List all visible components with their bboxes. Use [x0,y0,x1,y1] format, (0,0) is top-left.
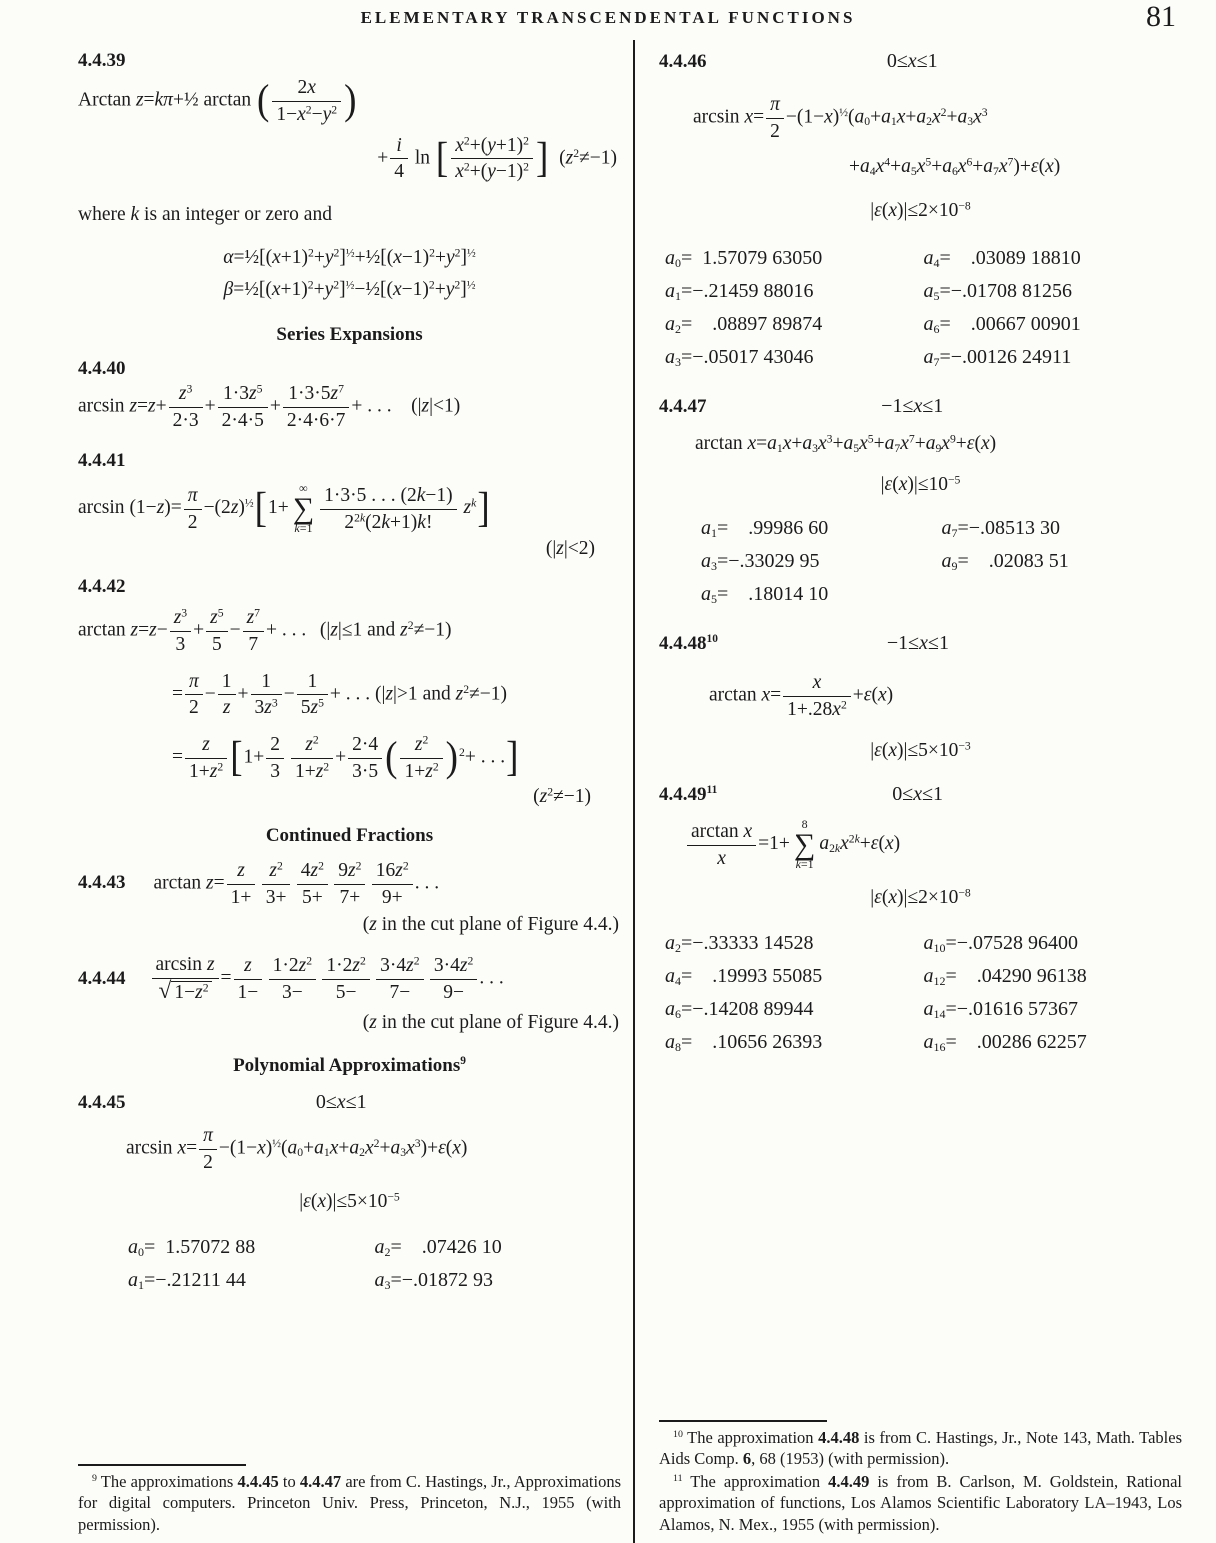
error-bound-4446: $|\varepsilon(x)|\le 2\times 10^{-8}$ [870,199,971,222]
left-column [0,40,633,1543]
coefficients-4449 [659,922,1182,1064]
formula-4449: $\frac{\text{arctan x}}{x}$ =1+ 8 ∑ k=1 $a_{2k}x^{2k}+\varepsilon(x)$ [659,818,1182,871]
coefficient-row: $a_{10}=$ −.07528 96400 [923,931,1079,955]
formula-4446-line1: arcsin x= $\frac{\pi}{2}$ $-(1-x)^{\frac{1}{2}}(a_0+a_1x+a_2x^2+a_3x^3$ [693,94,988,142]
page-number: 81 [1146,0,1176,33]
coefficient-column [665,237,924,379]
formula-4441: arcsin (1−z)= $\frac{\pi}{2}$ $-(2z)^{\frac{1}{2}}[1+$ ∞ ∑ k=1 $\frac{1\cdot 3\cdot 5 . . . (2k-1)}{2^{2k}(2k+1)k!}$ $z^k$] [78,481,490,536]
coefficient-row: $a_{12}=$ .04290 96138 [923,964,1087,988]
formula-4445: arcsin x= $\frac{\pi}{2}$ $-(1-x)^{\frac{1}{2}}(a_0+a_1x+a_2x^2+a_3x^3)+\varepsilon(x)$ [126,1125,468,1174]
coefficient-row: $a_8=$ .10656 26393 [665,1030,823,1054]
range-4445: 0≤x≤1 [315,1091,367,1114]
section-label-4442: 4.4.42 [78,575,126,597]
section-label-4439: 4.4.39 [78,50,126,71]
formula-4447: $\arctan x=a_1x+a_3x^3+a_5x^5+a_7x^7+a_9x^9+\varepsilon(x)$ [695,432,997,456]
coefficient-row: $a_1=$ −.21459 88016 [665,280,814,304]
section-label-4441: 4.4.41 [78,450,126,472]
section-4444-row [78,953,621,1005]
formula-4448: arctan x= $\frac{x}{1+.28x^2}$ +ε(x) [709,672,894,720]
error-bound-4449: $|\varepsilon(x)|\le 2\times 10^{-8}$ [870,886,971,908]
formula-4439-line1: Arctan z=kπ+½ arctan ( $\frac{2x}{1-x^2-y^2}$ ) [78,77,357,125]
coefficient-column [942,507,1183,616]
section-4447-row [659,395,1182,418]
range-4448: −1≤x≤1 [886,632,950,655]
error-bound-4447: $|\varepsilon(x)|\le 10^{-5}$ [880,473,961,495]
footnote-rule [659,1420,827,1422]
coefficient-row: $a_2=$ .07426 10 [374,1236,502,1260]
right-column [633,40,1216,1543]
formula-4444: arcsin z √ $1-z^2$ = $\frac{z}{1-}$ $\frac{1\cdot 2z^2}{3-}$ $\frac{1\cdot 2z^2}{5-}$ $\frac{3\cdot 4z^2}{7-}$ $\frac{3\cdot 4z^2}{9-}$ . . . [150,953,504,1005]
two-column-layout [0,40,1216,1543]
heading-continued-fractions [78,825,621,847]
coefficient-row: $a_6=$ .00667 00901 [923,313,1081,337]
coefficient-row: $a_0=$ 1.57072 88 [128,1236,256,1260]
section-label-4444: 4.4.44 [78,967,126,989]
coefficient-row: $a_4=$ .19993 55085 [665,964,823,988]
section-label-4443: 4.4.43 [78,872,126,894]
error-bound-4445: $|\varepsilon(x)|\le 5\times 10^{-5}$ [299,1190,400,1212]
footnote-rule [78,1464,246,1466]
footnote-10: $^{10}$ The approximation 4.4.48 is from C. Hastings, Jr., Note 143, Math. Tables Aids Comp. 6, 68 (1953) (with permission). [659,1427,1182,1469]
formula-4443: arctan z= $\frac{z}{1+}$ $\frac{z^2}{3+}$ $\frac{4z^2}{5+}$ $\frac{9z^2}{7+}$ $\frac{16z^2}{9+}$ . . . [153,859,440,909]
coefficient-row: $a_9=$ .02083 51 [941,550,1069,574]
coefficient-row: $a_2=$ .08897 89874 [665,313,823,337]
formula-alpha: $\alpha=\frac{1}{2}[(x+1)^2+y^2]^{\frac{1}{2}}+\frac{1}{2}[(x-1)^2+y^2]^{\frac{1}{2}}$ [223,246,476,268]
footnotes-right [659,1420,1182,1535]
formula-4446-line2: $+a_4x^4+a_5x^5+a_6x^6+a_7x^7)+\varepsilon(x)$ [849,155,1061,178]
section-label-4445: 4.4.45 [78,1092,126,1114]
footnote-9: $^9$ The approximations 4.4.45 to 4.4.47 are from C. Hastings, Jr., Approximations for digital computers. Princeton Univ. Press, Princeton, N.J., 1955 (with permission). [78,1471,621,1534]
coefficients-4445 [78,1226,621,1302]
coefficient-column [128,1226,375,1302]
formula-4442-line2: = $\frac{\pi}{2}$ − $\frac{1}{z}$ + $\frac{1}{3z^3}$ − $\frac{1}{5z^5}$ + . . . (|z|>1 and $z^2\ne-1$) [172,670,507,719]
footnote-mark-10: 10 [706,633,718,646]
condition-4441: (|z|<2) [545,538,595,560]
page-header [0,0,1216,40]
condition-4442: $(z^2\ne-1)$ [533,785,591,807]
coefficient-column [375,1226,622,1302]
heading-series-expansions [78,324,621,346]
footnote-mark-11: 11 [706,784,718,797]
formula-4440: arcsin z=z+ $\frac{z^3}{2\cdot 3}$ + $\frac{1\cdot 3z^5}{2\cdot 4\cdot 5}$ + $\frac{1\cdot 3\cdot 5z^7}{2\cdot 4\cdot 6\cdot 7}$ + . . . (|z|<1) [78,383,461,432]
coefficient-row: $a_1=$ .99986 60 [701,517,829,541]
heading-footnote-mark: 9 [460,1055,466,1068]
section-label-4446: 4.4.46 [659,51,707,72]
coefficient-column [924,237,1183,379]
section-4448-row [659,632,1182,655]
section-4449-row [659,783,1182,806]
caption-4444: (z in the cut plane of Figure 4.4.) [362,1011,619,1033]
range-4446: 0≤x≤1 [886,50,938,72]
coefficient-row: $a_1=$ −.21211 44 [128,1269,246,1293]
coefficient-row: $a_4=$ .03089 18810 [923,247,1081,271]
coefficient-row: $a_0=$ 1.57079 63050 [665,247,823,271]
coefficient-row: $a_7=$ −.00126 24911 [923,346,1072,370]
coefficient-row: $a_3=$ −.33029 95 [701,550,820,574]
coefficient-row: $a_{14}=$ −.01616 57367 [923,997,1079,1021]
error-bound-4448: $|\varepsilon(x)|\le 5\times 10^{-3}$ [870,739,971,761]
formula-beta: $\beta=\frac{1}{2}[(x+1)^2+y^2]^{\frac{1}{2}}-\frac{1}{2}[(x-1)^2+y^2]^{\frac{1}{2}}$ [223,278,476,301]
heading-text: Polynomial Approximations [233,1055,461,1077]
coefficient-row: $a_3=$ −.05017 43046 [665,346,814,370]
section-4445-row [78,1091,621,1114]
section-label-4440: 4.4.40 [78,358,126,380]
formula-4439-line2: + $\frac{i}{4}$ ln [ $\frac{x^2+(y+1)^2}{x^2+(y-1)^2}$ ] $(z^2\ne-1)$ [377,134,617,183]
heading-text: Series Expansions [276,324,423,346]
running-head-title: ELEMENTARY TRANSCENDENTAL FUNCTIONS [360,8,856,27]
coefficient-row: $a_6=$ −.14208 89944 [665,997,814,1021]
coefficient-row: $a_3=$ −.01872 93 [374,1269,494,1293]
heading-text: Continued Fractions [265,825,434,847]
heading-polynomial-approximations [78,1055,621,1077]
coefficient-row: $a_5=$ .18014 10 [701,583,829,607]
coefficients-4447 [659,507,1182,616]
section-label-4447: 4.4.47 [659,396,707,418]
section-label-4448: 4.4.48$^{10}$ [659,633,718,655]
coefficients-4446 [659,237,1182,379]
coefficient-row: $a_{16}=$ .00286 62257 [923,1030,1087,1054]
footnote-11: $^{11}$ The approximation 4.4.49 is from B. Carlson, M. Goldstein, Rational approximation of functions, Los Alamos Scientific Laboratory LA–1943, Los Alamos, N. Mex., 1955 (with permission). [659,1471,1182,1534]
section-label-4449: 4.4.49$^{11}$ [659,784,718,806]
range-4449: 0≤x≤1 [892,783,944,806]
coefficient-column [665,922,924,1064]
section-4443-row [78,859,621,909]
coefficient-column [701,507,942,616]
range-4447: −1≤x≤1 [881,395,944,418]
coefficient-row: $a_5=$ −.01708 81256 [923,280,1073,304]
footnotes-left [78,1464,621,1535]
formula-4442-line1: arctan z=z− $\frac{z^3}{3}$ + $\frac{z^5}{5}$ − $\frac{z^7}{7}$ + . . . (|z|≤1 and $z^2\ne-1$) [78,606,452,655]
coefficient-column [924,922,1183,1064]
text-where-clause: where k is an integer or zero and [78,204,332,226]
coefficient-row: $a_2=$ −.33333 14528 [665,931,814,955]
coefficient-row: $a_7=$ −.08513 30 [941,517,1061,541]
section-4446-row [659,50,1182,73]
formula-4442-line3: = $\frac{z}{1+z^2}$ [1+ $\frac{2}{3}$ $\frac{z^2}{1+z^2}$ + $\frac{2\cdot 4}{3\cdot 5}$ ( $\frac{z^2}{1+z^2}$ )$^2$+ . . .] [172,733,519,782]
caption-4443: (z in the cut plane of Figure 4.4.) [362,913,619,935]
